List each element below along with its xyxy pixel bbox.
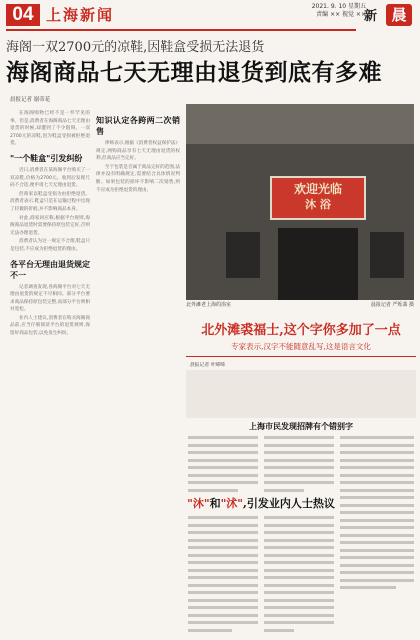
article2-column-3 [340, 436, 414, 594]
bathhouse-sign [270, 176, 366, 220]
article-byline: 晨报记者 谢蒂花 [10, 97, 51, 103]
article2-byline: 晨报记者 叶晞晞 [190, 363, 226, 368]
article-intro: 在海阁购物已经不是一件罕见的事。但是,消费者在海阁商品七天无理由退货的时候,却遭到了不少阻碍。一双2700元的凉鞋,因为鞋盒受损被拒绝退货。 [10, 111, 90, 147]
page-header [0, 0, 420, 36]
page-number: 04 [6, 4, 40, 26]
article2-rule [186, 356, 416, 357]
article-column-2 [96, 110, 180, 635]
article2-column-4 [188, 516, 258, 636]
article2-section-title: "沐"和"沭",引发业内人士热议 [187, 497, 335, 510]
article-kicker: 海阁一双2700元的凉鞋,因鞋盒受损无法退货 [6, 40, 265, 55]
section-subhead: 知识认定各跨两二次销售 [96, 115, 180, 136]
paragraph: 律师表示,根据《消费者权益保护法》规定,网购商品享有七天无理由退货的权利,但商品应当完好。 [96, 141, 180, 162]
article2-lead-box [186, 370, 416, 418]
issue-editors: 责编 ×× 视觉 ×× [316, 11, 366, 18]
article2-subtitle: 专家表示,汉字不能随意乱写,这是语言文化 [231, 342, 371, 351]
issue-date: 2021. 9. 10 星期五 [311, 3, 366, 10]
section-title: 上海新闻 [46, 6, 115, 24]
paragraph: 对此,商家回应称,根据平台规则,海阁商品退货时需要保持原包装完好,否则无法办理退货。 [10, 215, 90, 236]
paragraph: 近日,消费者在某海阁平台购买了一双凉鞋,价格为2700元。收到后发现尺码不合适,便申请七天无理由退货。 [10, 167, 90, 189]
logo-box: 晨 [386, 4, 412, 26]
header-rule [6, 29, 356, 31]
article-photo [186, 104, 414, 300]
photo-caption: 北外滩老上海的浴室 [186, 302, 232, 308]
article2-title: 北外滩裘福士,这个字你多加了一点 [201, 323, 401, 338]
article2-column-2 [264, 436, 334, 496]
paragraph: 消费者认为这一规定不合理,鞋盒只是包装,不应成为拒绝退货的理由。 [10, 239, 90, 252]
article2-column-5 [264, 516, 334, 636]
photo-credit: 晨报记者 严烁翡 摄 [370, 302, 414, 308]
quote-char-b: "沭" [220, 497, 244, 510]
paragraph: 业内人士建议,消费者在购买海阁商品前,应当仔细阅读平台的退货规则,保留好商品包装,以免发生纠纷。 [10, 315, 90, 337]
article2-column-1 [188, 436, 258, 496]
paragraph: 但商家以鞋盒受损为由拒绝退货。消费者表示,鞋盒只是在运输过程中出现了轻微的折痕,并不影响商品本身。 [10, 191, 90, 212]
paragraph: 记者调查发现,各海阁平台对七天无理由退货的规定不尽相同。部分平台要求商品保持原包装完整,而部分平台则相对宽松。 [10, 284, 90, 313]
section-subhead: 各平台无理由退货规定不一 [10, 258, 90, 280]
article2-subhead: 上海市民发现招牌有个错别字 [249, 421, 353, 431]
article-headline: 海阁商品七天无理由退货到底有多难 [6, 59, 382, 86]
paragraph: 至于包装是否属于商品完好的范围,法律并没有明确规定,需要结合具体情况判断。如果包装的损坏不影响二次销售,则不应成为拒绝退货的理由。 [96, 164, 180, 193]
quote-char-a: "沐" [187, 497, 210, 510]
sign-line-2: 沐 浴 [305, 198, 331, 211]
section-subhead: "一个鞋盒"引发纠纷 [10, 152, 83, 163]
article-column-1 [10, 110, 90, 635]
logo-char: 新 [364, 9, 378, 24]
newspaper-logo [364, 2, 414, 28]
issue-meta [286, 3, 366, 19]
sign-line-1: 欢迎光临 [293, 182, 342, 196]
